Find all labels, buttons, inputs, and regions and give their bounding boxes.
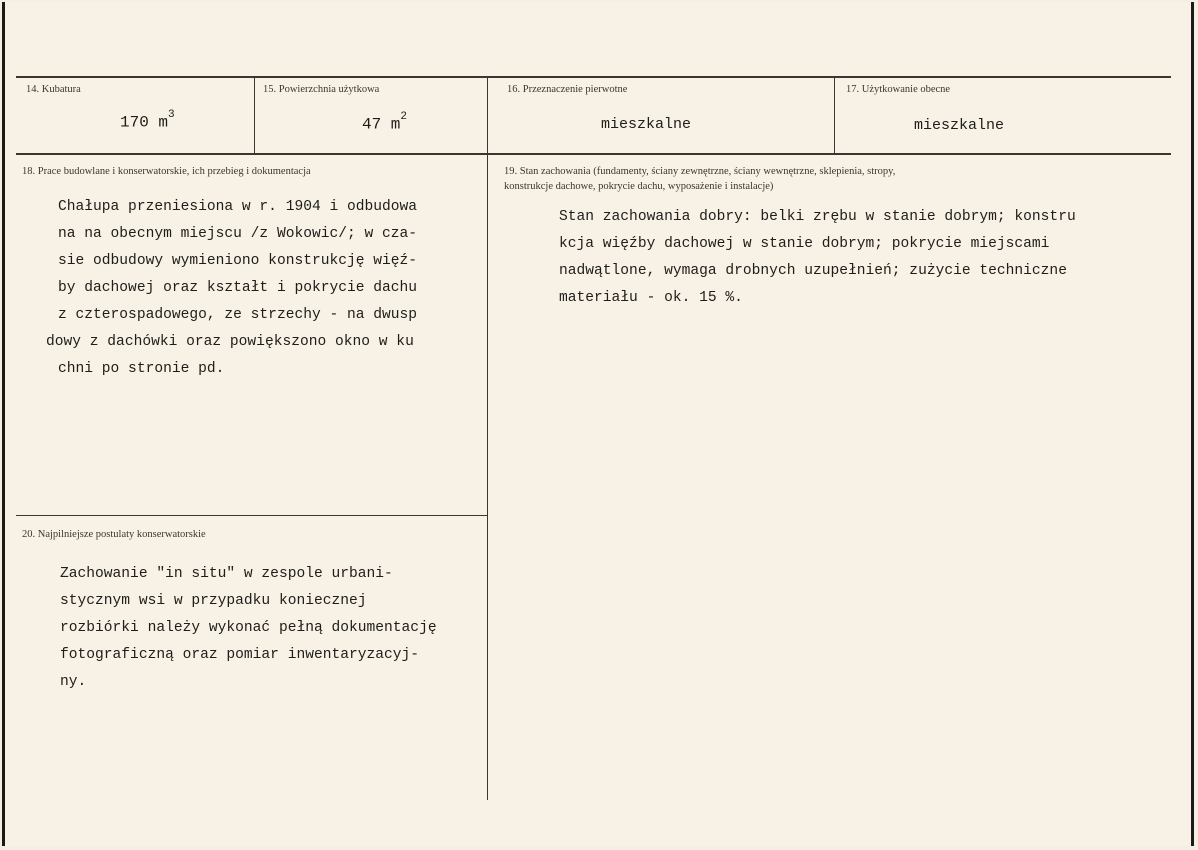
divider-15-16 [487, 77, 488, 154]
field-19-label-line1: 19. Stan zachowania (fundamenty, ściany zewnętrzne, ściany wewnętrzne, sklepienia, stropy, [504, 166, 896, 177]
field-20-line: fotograficzną oraz pomiar inwentaryzacyj- [60, 647, 420, 663]
field-16-value: mieszkalne [601, 116, 692, 133]
field-18-line: sie odbudowy wymieniono konstrukcję więź- [58, 253, 418, 269]
field-18-line: Chałupa przeniesiona w r. 1904 i odbudowa [58, 199, 418, 215]
field-20-label: 20. Najpilniejsze postulaty konserwatorskie [22, 529, 206, 540]
field-20-line: rozbiórki należy wykonać pełną dokumentację [60, 620, 437, 636]
field-14-exponent: 3 [168, 109, 175, 121]
field-19-text [559, 204, 1076, 312]
field-19-line: Stan zachowania dobry: belki zrębu w stanie dobrym; konstru [559, 209, 1076, 225]
top-rule [16, 76, 1171, 78]
field-20-line: Zachowanie "in situ" w zespole urbani- [60, 566, 393, 582]
field-15-label: 15. Powierzchnia użytkowa [263, 84, 380, 95]
field-19-line: materiału - ok. 15 %. [559, 290, 743, 306]
field-15-value [362, 111, 408, 134]
divider-14-15 [254, 77, 255, 154]
divider-left-right [487, 154, 488, 800]
field-15-exponent: 2 [400, 111, 408, 123]
field-20-line: ny. [60, 674, 87, 690]
field-17-label: 17. Użytkowanie obecne [846, 84, 951, 95]
field-18-text [46, 194, 418, 383]
field-14-label: 14. Kubatura [26, 84, 81, 95]
record-card [2, 2, 1194, 846]
field-19-label-line2: konstrukcje dachowe, pokrycie dachu, wyposażenie i instalacje) [504, 181, 774, 192]
field-18-line: dowy z dachówki oraz powiększono okno w ku [46, 334, 414, 350]
field-15-value-text: 47 m [362, 115, 401, 134]
field-18-line: chni po stronie pd. [58, 361, 225, 377]
field-14-value [120, 109, 175, 132]
field-18-label: 18. Prace budowlane i konserwatorskie, ich przebieg i dokumentacja [22, 166, 311, 177]
field-19-line: kcja więźby dachowej w stanie dobrym; pokrycie miejscami [559, 236, 1050, 252]
row1-bottom-rule [16, 153, 1171, 155]
field-20-text [60, 561, 437, 696]
field-18-line: na na obecnym miejscu /z Wokowic/; w cza- [58, 226, 418, 242]
field-20-line: stycznym wsi w przypadku koniecznej [60, 593, 367, 609]
field-14-value-text: 170 m [120, 113, 169, 132]
row2-bottom-rule-left [16, 515, 487, 516]
field-18-line: z czterospadowego, ze strzechy - na dwusp [58, 307, 418, 323]
field-18-line: by dachowej oraz kształt i pokrycie dachu [58, 280, 418, 296]
divider-16-17 [834, 77, 835, 154]
field-17-value: mieszkalne [914, 117, 1005, 134]
field-16-label: 16. Przeznaczenie pierwotne [507, 84, 628, 95]
field-19-line: nadwątlone, wymaga drobnych uzupełnień; zużycie techniczne [559, 263, 1067, 279]
